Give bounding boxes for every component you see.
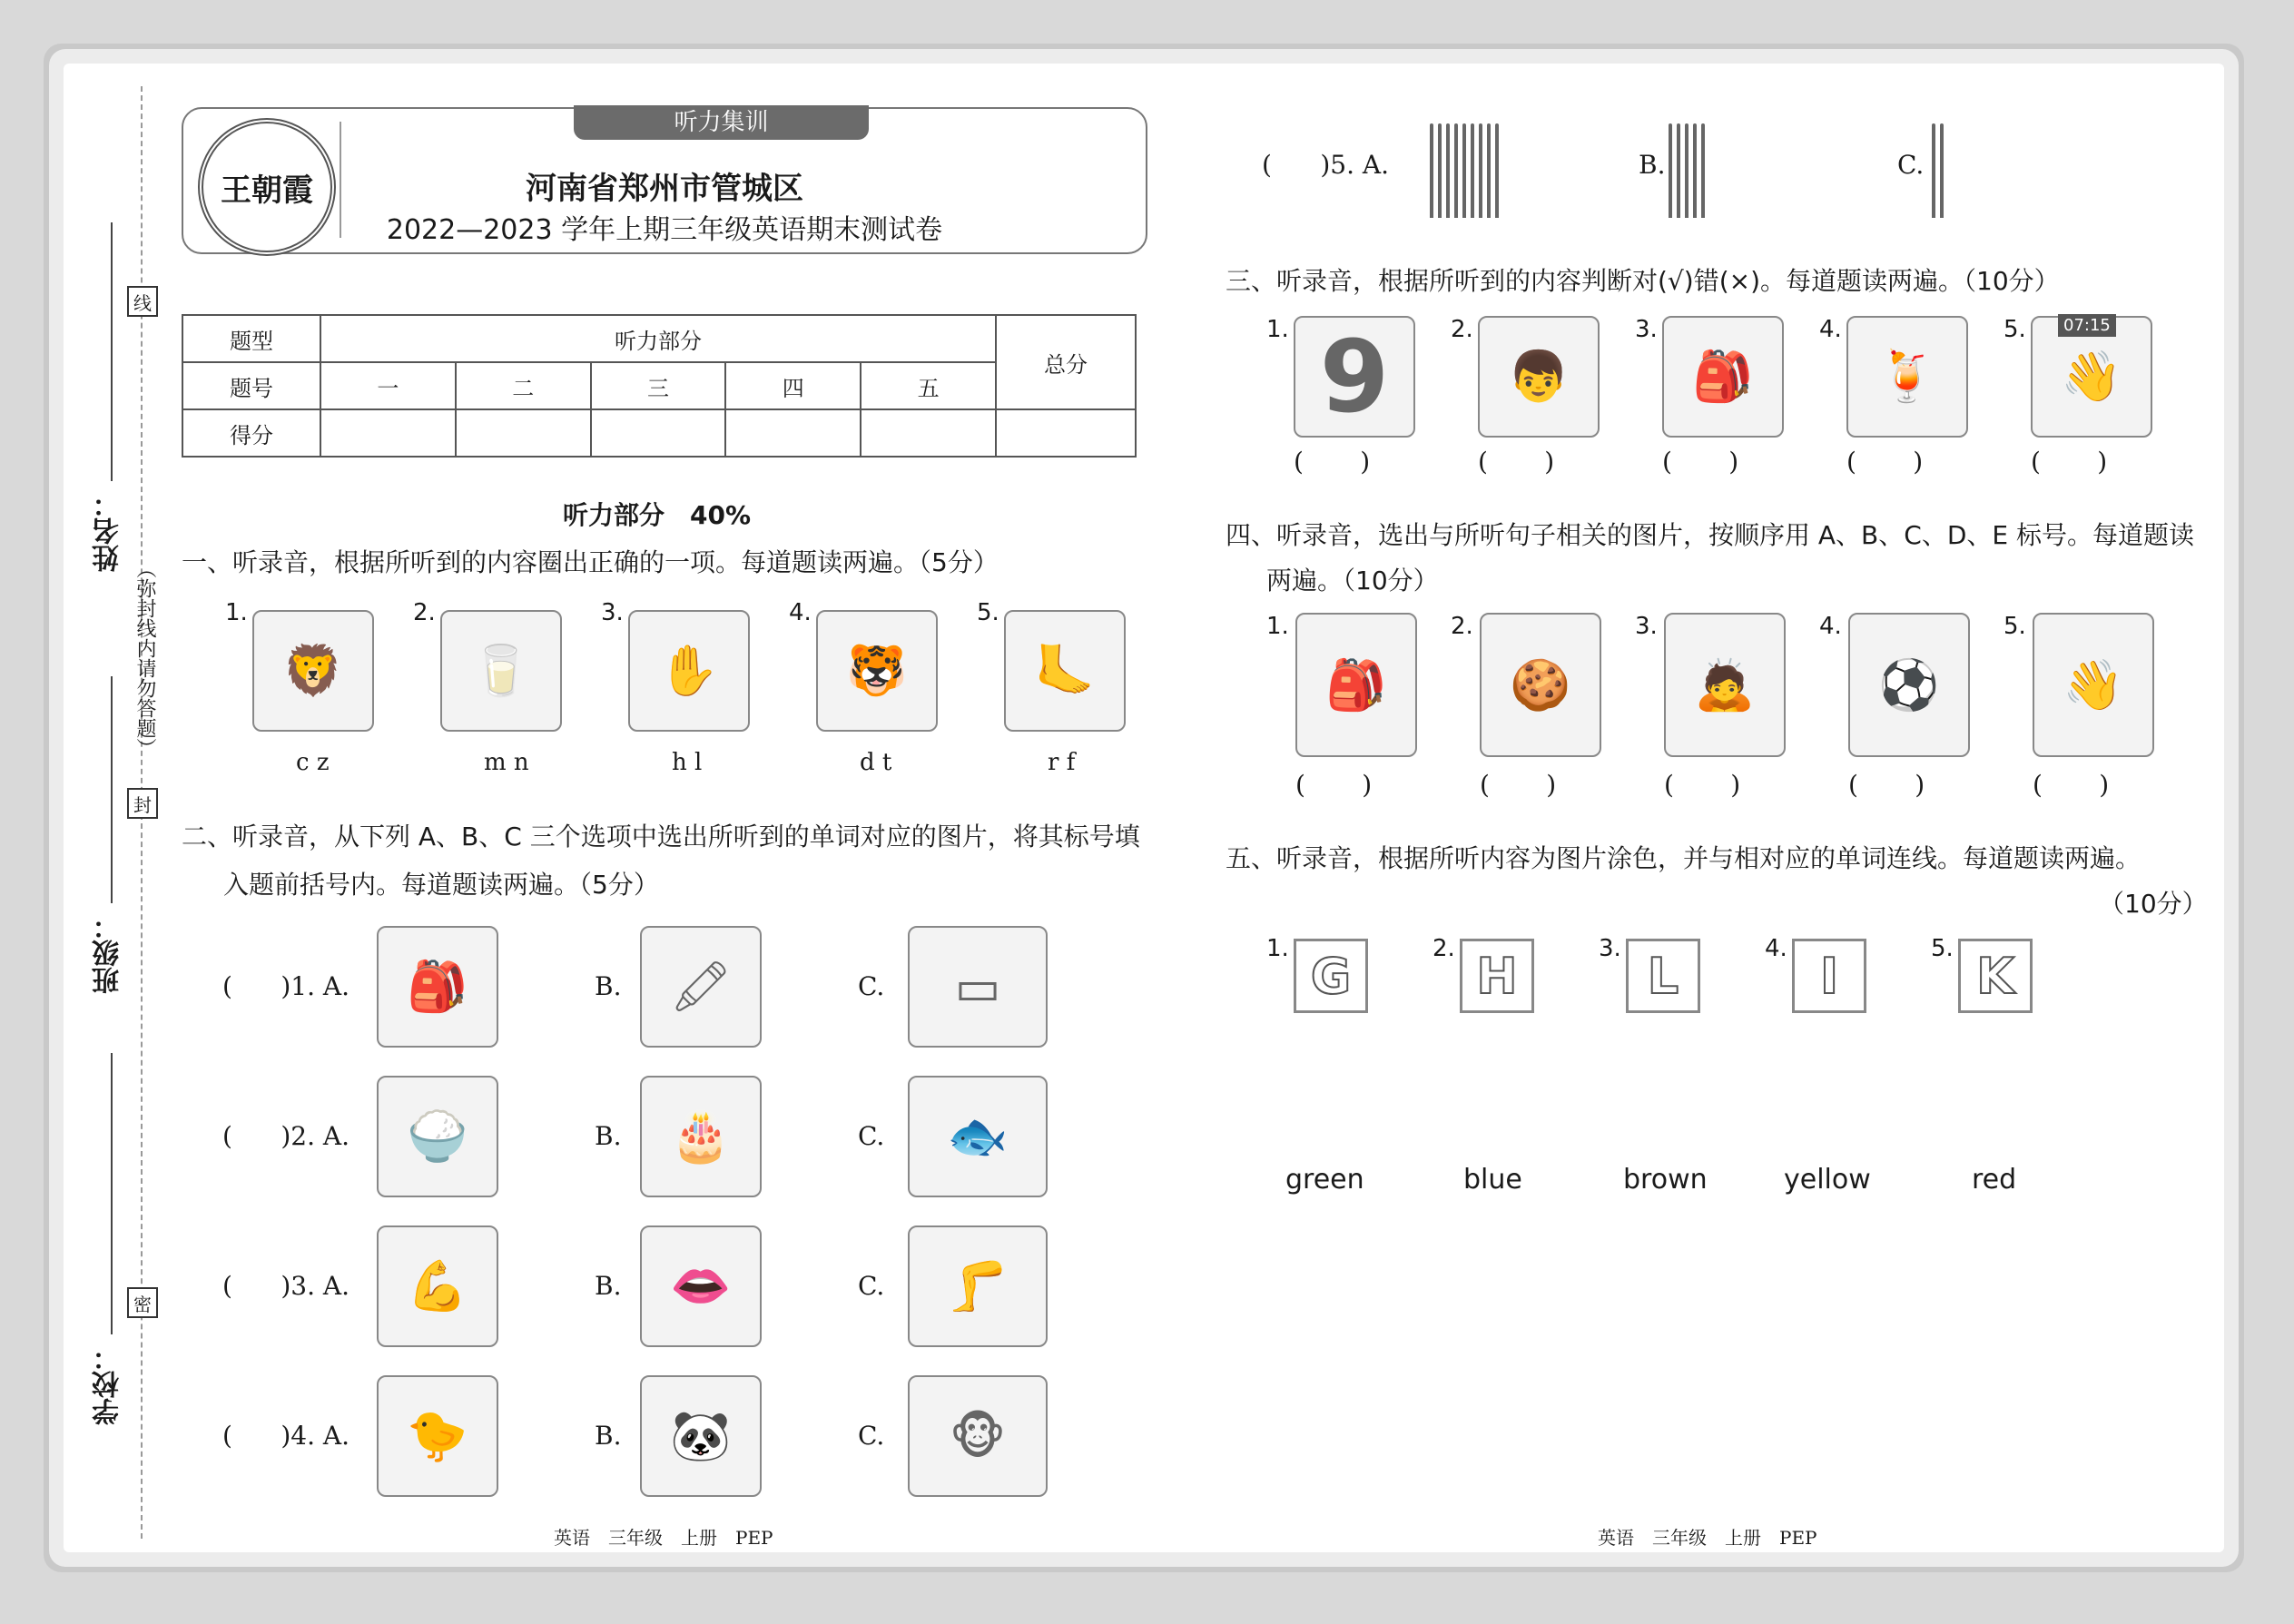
q4-item-number: 4. [1819, 613, 1842, 640]
q1-item-number: 3. [601, 599, 624, 626]
binding-note: （弥封线内请勿答题） [133, 558, 156, 758]
panda-icon: 🐼 [640, 1375, 762, 1497]
q2-row-label[interactable]: ( )3. A. [222, 1271, 350, 1301]
q3-item-number: 2. [1451, 316, 1473, 343]
q2-title-line2: 入题前括号内。每道题读两遍。（5分） [223, 870, 659, 900]
q4-item-number: 2. [1451, 613, 1473, 640]
q4-answer-paren[interactable]: ( ) [1848, 770, 1925, 800]
mouth-icon: 👄 [640, 1225, 762, 1347]
letter-i: I [1819, 947, 1839, 1005]
cake-icon: 🎂 [640, 1076, 762, 1197]
listening-section-heading: 听力部分 40% [563, 500, 752, 530]
q1-letter-options[interactable]: m n [484, 749, 529, 776]
option-c-label: C. [858, 1421, 885, 1451]
listening-tab: 听力集训 [574, 105, 869, 140]
seal-line-char: 线 [127, 286, 158, 317]
foot-icon: 🦶 [1004, 610, 1126, 732]
q5-item-number: 3. [1599, 935, 1621, 962]
pencil-icon [1701, 123, 1705, 218]
q3-title: 三、听录音，根据所听到的内容判断对(√)错(×)。每道题读两遍。（10分） [1226, 266, 2060, 296]
hand-icon: ✋ [628, 610, 750, 732]
milk-box-icon: 🥛 [440, 610, 562, 732]
q1-item-number: 1. [225, 599, 248, 626]
school-label: 学校： [93, 1343, 124, 1425]
q4-item-number: 5. [2004, 613, 2026, 640]
q4-title-line2: 两遍。（10分） [1266, 566, 1439, 595]
seal-seal-char: 封 [127, 788, 158, 819]
letter-k-box[interactable] [1958, 939, 2033, 1013]
pencil-icon [1495, 123, 1499, 218]
q4-title-line1: 四、听录音，选出与所听句子相关的图片，按顺序用 A、B、C、D、E 标号。每道题读 [1226, 520, 2194, 550]
exam-title: 河南省郑州市管城区 [526, 171, 803, 207]
color-word-red[interactable]: red [1972, 1164, 2017, 1196]
q3-answer-paren[interactable]: ( ) [1478, 447, 1555, 477]
leg-icon: 🦵 [908, 1225, 1048, 1347]
q1-letter-options[interactable]: r f [1048, 749, 1076, 776]
boy-bend-icon: 🙇 [1664, 613, 1786, 757]
pencil-icon [1940, 123, 1944, 218]
option-c-label: C. [1897, 150, 1925, 180]
q3-answer-paren[interactable]: ( ) [1662, 447, 1739, 477]
option-c-label: C. [858, 1271, 885, 1301]
eraser-icon: ▭ [908, 926, 1048, 1048]
q3-answer-paren[interactable]: ( ) [2031, 447, 2108, 477]
q4-answer-paren[interactable]: ( ) [2033, 770, 2110, 800]
score-table [182, 314, 1137, 458]
juice-icon: 🍹 [1846, 316, 1968, 438]
score-cell[interactable] [320, 409, 456, 457]
q1-letter-options[interactable]: h l [672, 749, 703, 776]
q2-row-label[interactable]: ( )4. A. [222, 1421, 350, 1451]
brand-logo: 王朝霞 [198, 118, 336, 256]
letter-g-box[interactable] [1294, 939, 1368, 1013]
boy-icon: 👦 [1478, 316, 1600, 438]
bag-icon: 🎒 [1662, 316, 1784, 438]
seal-secret-char: 密 [127, 1287, 158, 1318]
option-b-label: B. [595, 1421, 622, 1451]
pencil-icon [1454, 123, 1458, 218]
pencil-icon [1669, 123, 1672, 218]
footer-right: 英语 三年级 上册 PEP [1598, 1527, 1817, 1549]
q3-item-number: 5. [2004, 316, 2026, 343]
q1-item-number: 2. [413, 599, 436, 626]
boy-bag-icon: 🎒 [1295, 613, 1417, 757]
color-word-blue[interactable]: blue [1463, 1164, 1522, 1196]
class-label: 班级： [93, 912, 124, 994]
q2-row-label[interactable]: ( )1. A. [222, 971, 350, 1001]
pencil-icon [1438, 123, 1442, 218]
letter-l-box[interactable] [1626, 939, 1700, 1013]
zoo-icon: 🦁 [252, 610, 374, 732]
school-line [111, 1053, 113, 1334]
q2-row-label[interactable]: ( )2. A. [222, 1121, 350, 1151]
q4-answer-paren[interactable]: ( ) [1295, 770, 1373, 800]
q1-title: 一、听录音，根据所听到的内容圈出正确的一项。每道题读两遍。（5分） [182, 547, 999, 577]
q5-score: （10分） [2099, 889, 2208, 919]
duck-icon: 🐤 [377, 1375, 498, 1497]
q4-item-number: 3. [1635, 613, 1658, 640]
boy-kick-icon: ⚽ [1848, 613, 1970, 757]
greeting-icon: 👋 [2031, 316, 2152, 438]
nine-icon: 9 [1294, 316, 1415, 438]
q5-item-number: 1. [1266, 935, 1289, 962]
name-line [111, 222, 113, 481]
q5-item-number: 5. [1931, 935, 1954, 962]
class-line [111, 676, 113, 903]
crayon-icon: 🖍 [640, 926, 762, 1048]
name-label: 姓名： [93, 490, 124, 572]
footer-left: 英语 三年级 上册 PEP [554, 1527, 773, 1549]
color-word-green[interactable]: green [1285, 1164, 1364, 1196]
option-c-label: C. [858, 1121, 885, 1151]
pencil-icon [1462, 123, 1466, 218]
pencil-icon [1487, 123, 1491, 218]
q4-answer-paren[interactable]: ( ) [1664, 770, 1741, 800]
girl-eat-icon: 🍪 [1480, 613, 1601, 757]
letter-l: L [1647, 947, 1679, 1005]
girl-wave-icon: 👋 [2033, 613, 2154, 757]
q4-answer-paren[interactable]: ( ) [1480, 770, 1557, 800]
q3-answer-paren[interactable]: ( ) [1294, 447, 1371, 477]
exam-subtitle: 2022—2023 学年上期三年级英语期末测试卷 [386, 214, 943, 246]
listening-part-label: 听力部分 [320, 315, 996, 362]
q1-item-number: 5. [977, 599, 999, 626]
type-label: 题型 [182, 315, 320, 362]
col-2: 二 [456, 362, 591, 409]
bag-icon: 🎒 [377, 926, 498, 1048]
pencil-icon [1446, 123, 1450, 218]
score-label: 得分 [182, 409, 320, 457]
q2-title-line1: 二、听录音，从下列 A、B、C 三个选项中选出所听到的单词对应的图片，将其标号填 [182, 822, 1140, 851]
arm-icon: 💪 [377, 1225, 498, 1347]
q3-item-number: 4. [1819, 316, 1842, 343]
q3-answer-paren[interactable]: ( ) [1846, 447, 1924, 477]
color-word-brown[interactable]: brown [1623, 1164, 1708, 1196]
option-b-label: B. [595, 1121, 622, 1151]
q2-row-label[interactable]: ( )5. A. [1262, 150, 1389, 180]
pencil-icon [1479, 123, 1482, 218]
q1-letter-options[interactable]: d t [860, 749, 892, 776]
letter-h-box[interactable] [1460, 939, 1534, 1013]
number-label: 题号 [182, 362, 320, 409]
option-b-label: B. [595, 1271, 622, 1301]
letter-g: G [1310, 947, 1352, 1005]
score-cell[interactable] [456, 409, 591, 457]
col-5: 五 [861, 362, 996, 409]
letter-i-box[interactable] [1792, 939, 1866, 1013]
tiger-icon: 🐯 [816, 610, 938, 732]
option-b-label: B. [595, 971, 622, 1001]
pencil-icon [1430, 123, 1433, 218]
pencil-icon [1677, 123, 1680, 218]
q3-item-number: 3. [1635, 316, 1658, 343]
clock-display: 07:15 [2058, 314, 2116, 337]
exam-header [182, 107, 1147, 254]
q1-item-number: 4. [789, 599, 812, 626]
letter-k: K [1976, 947, 2014, 1005]
q5-item-number: 4. [1765, 935, 1787, 962]
q4-item-number: 1. [1266, 613, 1289, 640]
col-1: 一 [320, 362, 456, 409]
rice-bowl-icon: 🍚 [377, 1076, 498, 1197]
q1-letter-options[interactable]: c z [296, 749, 330, 776]
pencil-icon [1932, 123, 1935, 218]
monkey-icon: 🐵 [908, 1375, 1048, 1497]
total-label: 总分 [996, 315, 1136, 409]
option-b-label: B. [1639, 150, 1666, 180]
score-cell[interactable] [591, 409, 726, 457]
pencil-icon [1685, 123, 1689, 218]
q3-item-number: 1. [1266, 316, 1289, 343]
col-3: 三 [591, 362, 726, 409]
pencil-icon [1471, 123, 1474, 218]
score-cell[interactable] [861, 409, 996, 457]
q5-title: 五、听录音，根据所听内容为图片涂色，并与相对应的单词连线。每道题读两遍。 [1226, 843, 2141, 873]
pencil-icon [1693, 123, 1697, 218]
option-c-label: C. [858, 971, 885, 1001]
col-4: 四 [725, 362, 861, 409]
q5-item-number: 2. [1433, 935, 1455, 962]
color-word-yellow[interactable]: yellow [1784, 1164, 1871, 1196]
score-cell[interactable] [725, 409, 861, 457]
score-cell[interactable] [996, 409, 1136, 457]
letter-h: H [1476, 947, 1518, 1005]
fish-icon: 🐟 [908, 1076, 1048, 1197]
